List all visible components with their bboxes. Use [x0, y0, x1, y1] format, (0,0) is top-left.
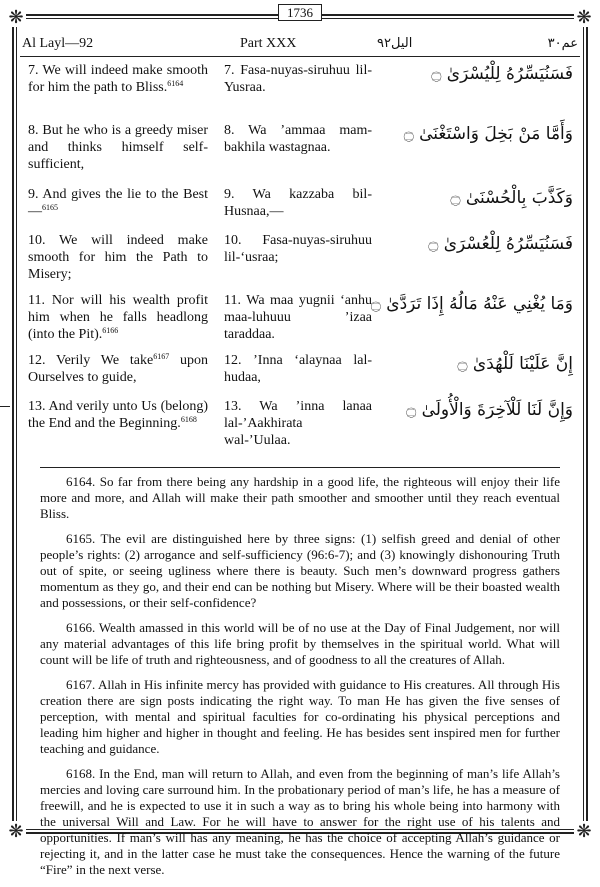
footnote: 6168. In the End, man will return to Allah, and even from the beginning of man’s life Allah’s mercies and loving care surround him. In the probationary period of man’s life, he has a measure of freewill, and he is expected to use it in such a way as to bring his whole being into harmony with the universal Will and Law. For he will have to answer for the right use of his talents and opportunities. If man’s will has any meaning, he has the choice of accepting Allah’s guidance or rejecting it, and in the latter case he must take the consequences. Hence the warning of the future “Fire” in the next verse.	[40, 766, 560, 877]
verse-arabic: وَأَمَّا مَنْ بَخِلَ وَاسْتَغْنَىٰ ۝	[403, 124, 573, 144]
verse-english	[28, 292, 208, 343]
verse-arabic: وَإِنَّ لَنَا لَلْآخِرَةَ وَالْأُولَىٰ ۝	[406, 400, 573, 420]
running-header	[22, 36, 578, 54]
footnote: 6164. So far from there being any hardship in a good life, the righteous will enjoy their life more and more, and Allah will make their path smoother and smoother until they reach eventual Bliss.	[40, 474, 560, 521]
header-part: Part XXX	[240, 36, 297, 51]
verse-english-text: 10. We will indeed make smooth for him the Path to Misery;	[28, 233, 208, 282]
verse-english	[28, 62, 208, 96]
verse-arabic: فَسَنُيَسِّرُهُ لِلْعُسْرَىٰ ۝	[428, 234, 573, 254]
verse-english-text: 12. Verily We take	[28, 353, 154, 368]
header-divider	[20, 56, 580, 57]
corner-ornament-icon: ❋	[6, 821, 26, 841]
footnote-ref: 6165	[42, 203, 58, 212]
verse-english	[28, 186, 208, 220]
verse-english-text: 8. But he who is a greedy miser and thinks himself self-sufficient,	[28, 123, 208, 172]
verse-english	[28, 398, 208, 432]
margin-tick	[0, 406, 10, 407]
corner-ornament-icon: ❋	[6, 7, 26, 27]
verse-english-text: 13. And verily unto Us (belong) the End and the Beginning.	[28, 399, 208, 431]
verse-arabic: وَمَا يُغْنِي عَنْهُ مَالُهُ إِذَا تَرَدَّىٰ ۝	[370, 294, 573, 314]
verse-english	[28, 122, 208, 173]
verse-english-text: upon Ourselves to guide,	[28, 353, 208, 385]
page-number	[12, 4, 588, 22]
verse-english	[28, 232, 208, 283]
footnote: 6167. Allah in His infinite mercy has provided with guidance to His creatures. All through His creation there are sign posts indicating the right way. To man He has given the five senses of perception, with mental and spiritual faculties for co-ordinating his physical perceptions and leading him higher and higher in thought and feeling. He has besides sent inspired men for further teaching and guidance.	[40, 677, 560, 756]
verse-arabic: إِنَّ عَلَيْنَا لَلْهُدَىٰ ۝	[457, 354, 573, 374]
verse-transliteration: 8. Wa ’ammaa mam-bakhila wastagnaa.	[224, 123, 372, 155]
verse-arabic: وَكَذَّبَ بِالْحُسْنَىٰ ۝	[450, 188, 573, 208]
footnotes-divider	[40, 467, 560, 468]
footnote-ref: 6166	[102, 326, 119, 335]
verse-english-text: 7. We will indeed make smooth for him the path to Bliss.	[28, 63, 208, 95]
footnote-ref: 6167	[153, 352, 170, 361]
footnote-ref: 6164	[167, 79, 184, 88]
header-surah: Al Layl—92	[22, 36, 94, 51]
header-arabic-part: عم٣٠	[547, 36, 578, 51]
page-number-label: 1736	[278, 4, 322, 21]
verse-transliteration: 7. Fasa-nuyas-siruhuu lil-Yusraa.	[224, 63, 372, 95]
corner-ornament-icon: ❋	[574, 7, 594, 27]
corner-ornament-icon: ❋	[574, 821, 594, 841]
verse-english-text: 11. Nor will his wealth profit him when he falls headlong (into the Pit).	[28, 293, 208, 342]
verse-transliteration: 12. ’Inna ‘alaynaa lal-hudaa,	[224, 353, 372, 385]
footnotes	[40, 474, 560, 887]
verse-transliteration: 9. Wa kazzaba bil-Husnaa,—	[224, 187, 372, 219]
verse-english-text: 9. And gives the lie to the Best—	[28, 187, 208, 219]
verse-english	[28, 352, 208, 386]
footnote: 6165. The evil are distinguished here by three signs: (1) selfish greed and denial of other people’s rights: (2) arrogance and self-sufficiency (96:6-7); and (3) knowingly dishonouring Truth out of spite, or seeing ugliness where there is beauty. Such men’s downward progress gathers momentum as they go, and their end can be nothing but Misery. Where will be their boasted wealth and possessions, or their self-confidence?	[40, 531, 560, 610]
header-arabic-surah: اليل٩٢	[377, 36, 413, 51]
footnote-ref: 6168	[180, 415, 197, 424]
footnote: 6166. Wealth amassed in this world will be of no use at the Day of Final Judgement, nor will any material advantages of this life bring profit by themselves in the spiritual world. What will count will be life of truth and righteousness, and of goodness to all the creatures of Allah.	[40, 620, 560, 667]
verse-arabic: فَسَنُيَسِّرُهُ لِلْيُسْرَىٰ ۝	[431, 64, 573, 84]
verse-transliteration: 10. Fasa-nuyas-siruhuu lil-‘usraa;	[224, 233, 372, 265]
verse-transliteration: 13. Wa ’inna lanaa lal-’Aakhirata wal-’Uulaa.	[224, 399, 372, 448]
verse-transliteration: 11. Wa maa yugnii ‘anhu maa-luhuuu ’izaa taraddaa.	[224, 293, 372, 342]
